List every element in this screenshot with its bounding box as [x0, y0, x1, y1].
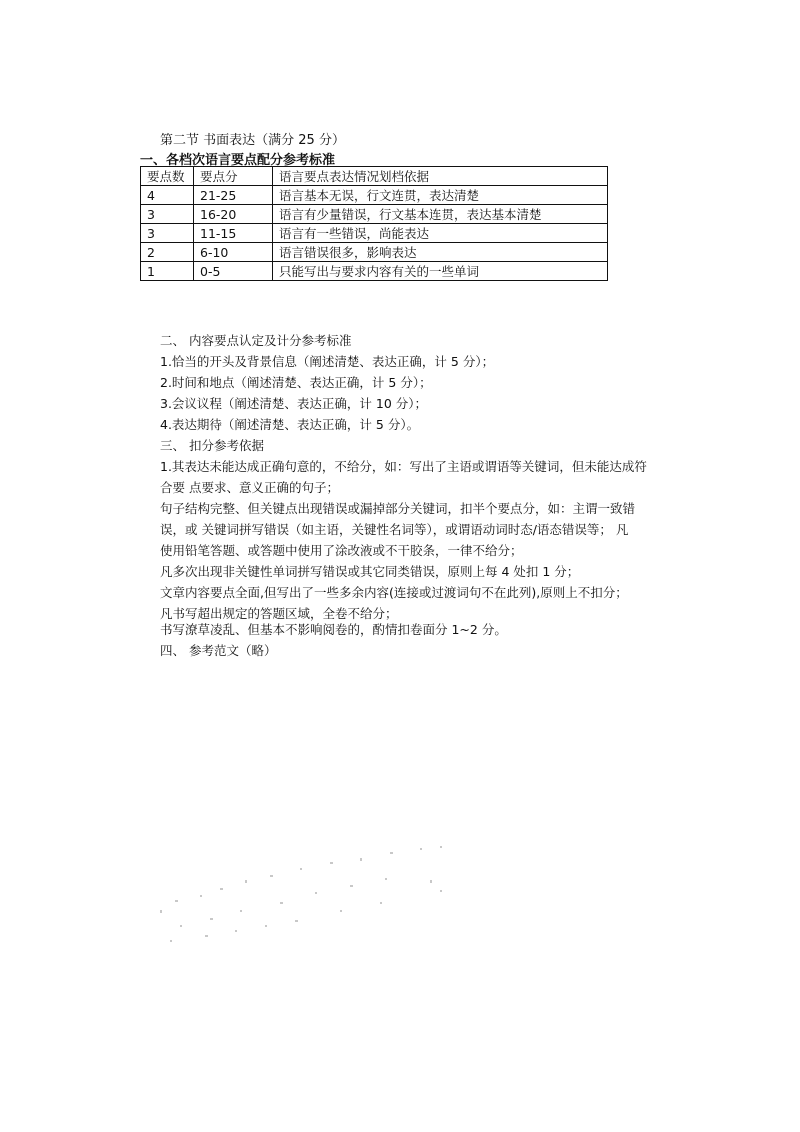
- part3-line: 1.其表达未能达成正确句意的，不给分，如：写出了主语或谓语等关键词，但未能达成符: [160, 459, 647, 474]
- table-cell: 3: [141, 224, 194, 243]
- table-row: [141, 205, 608, 224]
- table-cell: 6-10: [194, 243, 273, 262]
- part2-item: 3.会议议程（阐述清楚、表达正确，计 10 分）；: [160, 396, 428, 411]
- table-cell: 11-15: [194, 224, 273, 243]
- part2-item: 1.恰当的开头及背景信息（阐述清楚、表达正确，计 5 分）；: [160, 354, 495, 369]
- part2-title: 二、 内容要点认定及计分参考标准: [160, 333, 352, 348]
- table-header-cell: 要点数: [141, 167, 194, 186]
- table-cell: 16-20: [194, 205, 273, 224]
- table-cell: 21-25: [194, 186, 273, 205]
- table-cell: 2: [141, 243, 194, 262]
- table-cell: 4: [141, 186, 194, 205]
- table-cell: 0-5: [194, 262, 273, 281]
- part2-item: 2.时间和地点（阐述清楚、表达正确，计 5 分）；: [160, 375, 432, 390]
- table-cell: 3: [141, 205, 194, 224]
- table-cell: 1: [141, 262, 194, 281]
- part3-line: 文章内容要点全面,但写出了一些多余内容(连接或过渡词句不在此列),原则上不扣分；: [160, 585, 628, 600]
- part4-title: 四、 参考范文（略）: [160, 643, 277, 658]
- table-row: [141, 262, 608, 281]
- part1-title: 一、各档次语言要点配分参考标准: [140, 153, 336, 168]
- table-header-cell: 要点分: [194, 167, 273, 186]
- part3-line: 合要 点要求、意义正确的句子；: [160, 480, 339, 495]
- part3-line: 凡书写超出规定的答题区域，全卷不给分；: [160, 606, 398, 621]
- table-cell: 只能写出与要求内容有关的一些单词: [273, 262, 608, 281]
- table-cell: 语言错误很多，影响表达: [273, 243, 608, 262]
- table-cell: 语言有少量错误，行文基本连贯，表达基本清楚: [273, 205, 608, 224]
- part3-line: 凡多次出现非关键性单词拼写错误或其它同类错误，原则上每 4 处扣 1 分；: [160, 564, 580, 579]
- table-row: [141, 243, 608, 262]
- part3-line: 使用铅笔答题、或答题中使用了涂改液或不干胶条，一律不给分；: [160, 543, 523, 558]
- table-row: [141, 224, 608, 243]
- table-header-cell: 语言要点表达情况划档依据: [273, 167, 608, 186]
- part3-extra: 书写潦草凌乱、但基本不影响阅卷的，酌情扣卷面分 1~2 分。: [160, 622, 507, 637]
- table-cell: 语言有一些错误，尚能表达: [273, 224, 608, 243]
- part3-title: 三、 扣分参考依据: [160, 438, 264, 453]
- part3-line: 句子结构完整、但关键点出现错误或漏掉部分关键词，扣半个要点分，如：主谓一致错: [160, 501, 636, 516]
- table-row: [141, 186, 608, 205]
- scan-noise: [140, 840, 470, 970]
- part2-item: 4.表达期待（阐述清楚、表达正确，计 5 分）。: [160, 417, 420, 432]
- table-header-row: [141, 167, 608, 186]
- section-title: 第二节 书面表达（满分 25 分）: [160, 133, 345, 148]
- part3-line: 误，或 关键词拼写错误（如主语，关键性名词等），或谓语动词时态/语态错误等； 凡: [160, 522, 629, 537]
- table-cell: 语言基本无误，行文连贯，表达清楚: [273, 186, 608, 205]
- scoring-table: [140, 166, 608, 281]
